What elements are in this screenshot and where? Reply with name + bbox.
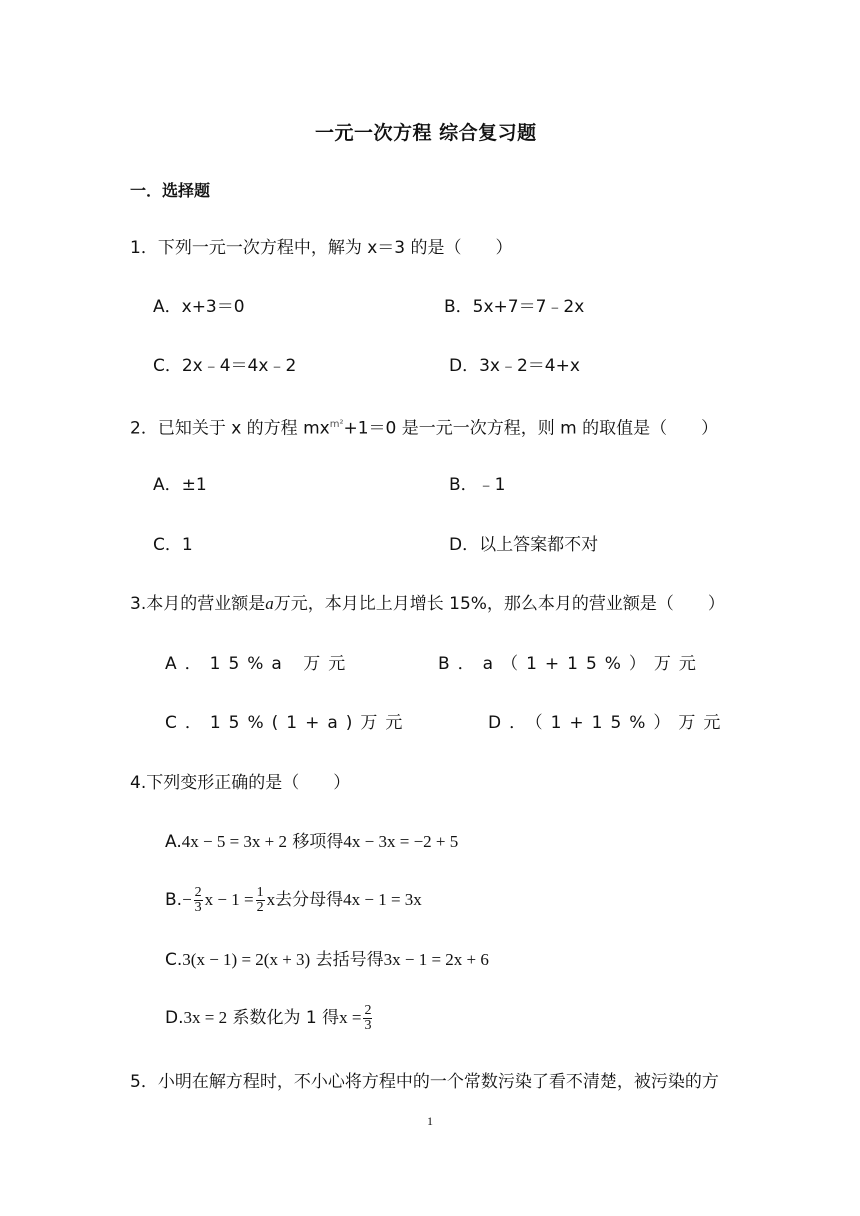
option-text: 系数化为 1 得	[232, 1008, 340, 1028]
section-heading: 一．选择题	[130, 181, 211, 200]
equation: 4x − 1 = 3x	[343, 890, 422, 909]
question-2-option-d: D．以上答案都不对	[449, 535, 599, 555]
fraction	[363, 1004, 372, 1033]
fraction-numerator: 2	[364, 1002, 372, 1018]
question-2-option-b: B．﹣1	[449, 475, 506, 495]
page-number: 1	[427, 1114, 433, 1128]
equation: 4x − 3x = −2 + 5	[343, 832, 459, 851]
variable: x	[266, 890, 276, 909]
question-3-option-c: C．15%(1+a)万元	[165, 713, 411, 733]
question-3-option-b: B．a（1+15%）万元	[438, 654, 704, 674]
question-2-stem-start: 2．已知关于 x 的方程 mx	[130, 418, 330, 439]
question-3-stem-start: 3.本月的营业额是	[130, 594, 266, 614]
question-4-option-b	[165, 880, 422, 920]
equation: 3x − 1 = 2x + 6	[383, 950, 489, 969]
option-text: 去分母得	[275, 890, 344, 910]
question-4-option-a	[165, 831, 458, 853]
question-4-option-d	[165, 998, 374, 1038]
question-3-stem	[130, 593, 725, 615]
fraction-numerator: 1	[256, 884, 264, 900]
question-2-exponent: m²	[329, 419, 344, 430]
question-1-option-a: A．x+3＝0	[153, 297, 245, 317]
equation: x − 1 =	[204, 890, 254, 909]
fraction-denominator: 3	[194, 899, 202, 915]
option-label: D.	[165, 1008, 184, 1028]
question-1-option-c: C．2x﹣4＝4x﹣2	[153, 356, 297, 376]
question-2-stem-end: +1＝0 是一元一次方程，则 m 的取值是（ ）	[343, 418, 719, 439]
question-1-option-b: B．5x+7＝7﹣2x	[444, 297, 585, 317]
page-title: 一元一次方程 综合复习题	[315, 122, 537, 144]
fraction	[194, 886, 203, 915]
fraction-denominator: 2	[256, 899, 264, 915]
minus-sign: −	[182, 890, 192, 909]
equation: 3(x − 1) = 2(x + 3)	[182, 950, 311, 969]
fraction-numerator: 2	[194, 884, 202, 900]
question-1-option-d: D．3x﹣2＝4+x	[449, 356, 580, 376]
option-text: 移项得	[292, 832, 344, 852]
option-label: A.	[165, 832, 182, 852]
equation: 4x − 5 = 3x + 2	[181, 832, 287, 851]
question-1-stem: 1．下列一元一次方程中，解为 x＝3 的是（ ）	[130, 238, 513, 258]
question-3-option-d: D．（1+15%）万元	[488, 713, 729, 733]
option-text: 去括号得	[315, 950, 384, 970]
equation: 3x = 2	[183, 1008, 228, 1027]
question-3-variable: a	[265, 594, 274, 613]
fraction	[256, 886, 265, 915]
question-2-stem	[130, 414, 718, 440]
question-4-stem: 4.下列变形正确的是（ ）	[130, 773, 351, 793]
question-2-option-a: A．±1	[153, 475, 207, 495]
option-label: C.	[165, 950, 183, 970]
fraction-denominator: 3	[364, 1017, 372, 1033]
option-label: B.	[165, 890, 183, 910]
question-3-option-a: A．15%a 万元	[165, 654, 354, 674]
question-3-stem-end: 万元，本月比上月增长 15%，那么本月的营业额是（ ）	[273, 594, 725, 614]
equation: x =	[339, 1008, 362, 1027]
question-4-option-c	[165, 949, 489, 971]
question-2-option-c: C．1	[153, 535, 193, 555]
question-5-stem: 5．小明在解方程时，不小心将方程中的一个常数污染了看不清楚，被污染的方	[130, 1072, 719, 1092]
